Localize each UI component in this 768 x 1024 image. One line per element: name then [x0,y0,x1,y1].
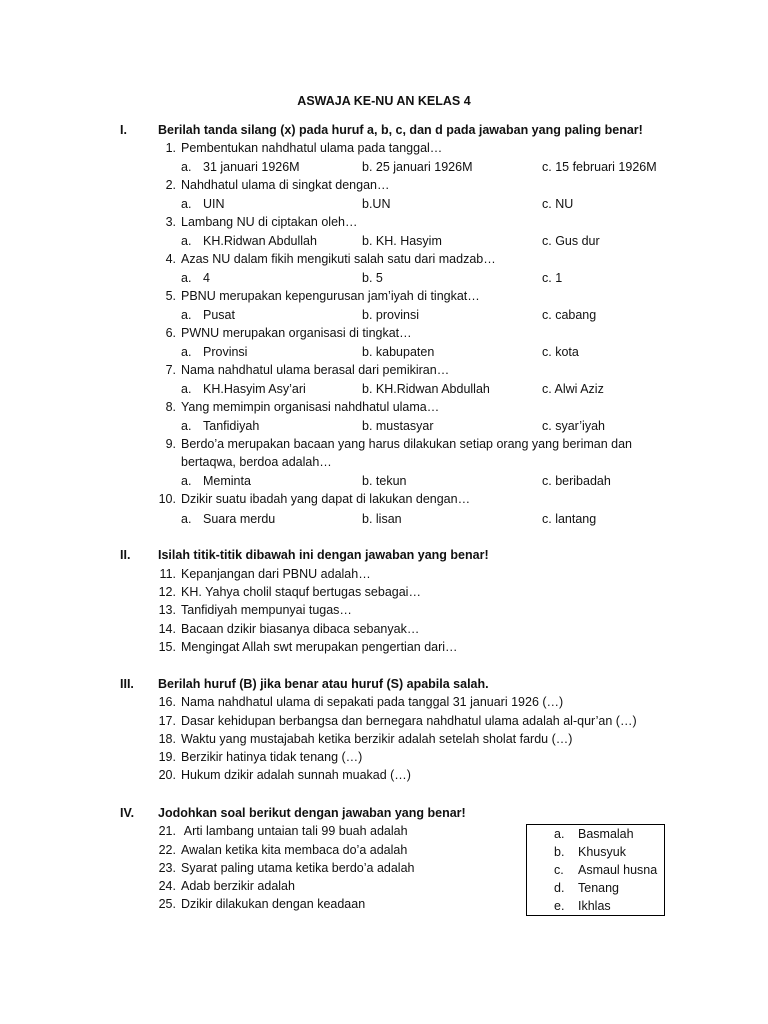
option-b: b. tekun [362,474,407,488]
question-number: 12. [158,585,176,599]
option-a: Pusat [203,308,235,322]
question-number: 1. [165,141,176,155]
option-b: b. kabupaten [362,345,435,359]
option-a: 4 [203,271,210,285]
answer-letter: a. [554,827,565,841]
question-text: Arti lambang untaian tali 99 buah adalah [181,824,408,838]
question-number: 24. [158,879,176,893]
question-text: Tanfidiyah mempunyai tugas… [181,603,352,617]
option-a: Tanfidiyah [203,419,260,433]
question-number: 10. [158,492,176,506]
option-a-letter: a. [181,382,192,396]
option-c: c. NU [542,197,574,211]
option-a-letter: a. [181,197,192,211]
question-number: 3. [165,215,176,229]
question-text: PBNU merupakan kepengurusan jam’iyah di tingkat… [181,289,480,303]
question-number: 8. [165,400,176,414]
option-a-letter: a. [181,271,192,285]
question-number: 13. [158,603,176,617]
answer-letter: d. [554,881,565,895]
answer-text: Basmalah [578,827,634,841]
section-instruction: Berilah huruf (B) jika benar atau huruf (S) apabila salah. [158,677,489,691]
option-a-letter: a. [181,419,192,433]
option-b: b. 25 januari 1926M [362,160,473,174]
question-text: Nahdhatul ulama di singkat dengan… [181,178,390,192]
question-text: Waktu yang mustajabah ketika berzikir adalah setelah sholat fardu (…) [181,732,573,746]
option-b: b. lisan [362,512,402,526]
question-text: Berzikir hatinya tidak tenang (…) [181,750,363,764]
question-text: Dzikir suatu ibadah yang dapat di lakukan dengan… [181,492,471,506]
option-a: UIN [203,197,225,211]
question-number: 2. [165,178,176,192]
question-number: 5. [165,289,176,303]
question-number: 18. [158,732,176,746]
question-text: Azas NU dalam fikih mengikuti salah satu dari madzab… [181,252,496,266]
question-text: Kepanjangan dari PBNU adalah… [181,567,371,581]
question-text: Dasar kehidupan berbangsa dan bernegara nahdhatul ulama adalah al-qur’an (…) [181,714,637,728]
question-number: 23. [158,861,176,875]
question-text: Mengingat Allah swt merupakan pengertian dari… [181,640,458,654]
option-c: c. Gus dur [542,234,600,248]
section-number: I. [120,123,127,137]
question-text: Bacaan dzikir biasanya dibaca sebanyak… [181,622,420,636]
option-b: b. KH.Ridwan Abdullah [362,382,490,396]
answer-text: Asmaul husna [578,863,658,877]
option-a-letter: a. [181,512,192,526]
question-text-continued: bertaqwa, berdoa adalah… [181,455,332,469]
question-text: Yang memimpin organisasi nahdhatul ulama… [181,400,440,414]
question-number: 22. [158,843,176,857]
question-text: Syarat paling utama ketika berdo’a adalah [181,861,415,875]
option-b: b. KH. Hasyim [362,234,442,248]
question-number: 21. [158,824,176,838]
question-number: 9. [165,437,176,451]
option-c: c. kota [542,345,579,359]
question-number: 19. [158,750,176,764]
question-number: 11. [159,567,176,581]
option-a-letter: a. [181,474,192,488]
option-a-letter: a. [181,160,192,174]
answer-letter: b. [554,845,565,859]
option-a: Meminta [203,474,251,488]
option-a-letter: a. [181,308,192,322]
question-text: Adab berzikir adalah [181,879,295,893]
question-number: 14. [158,622,176,636]
option-c: c. 15 februari 1926M [542,160,657,174]
question-text: PWNU merupakan organisasi di tingkat… [181,326,412,340]
option-b: b.UN [362,197,391,211]
option-c: c. 1 [542,271,563,285]
answer-letter: e. [554,899,565,913]
section-instruction: Berilah tanda silang (x) pada huruf a, b, c, dan d pada jawaban yang paling benar! [158,123,643,137]
option-b: b. provinsi [362,308,419,322]
question-text: Pembentukan nahdhatul ulama pada tanggal… [181,141,443,155]
question-text: Nama nahdhatul ulama di sepakati pada tanggal 31 januari 1926 (…) [181,695,564,709]
option-c: c. Alwi Aziz [542,382,604,396]
answer-letter: c. [554,863,564,877]
option-b: b. 5 [362,271,383,285]
option-a: KH.Hasyim Asy’ari [203,382,306,396]
section-instruction: Isilah titik-titik dibawah ini dengan jawaban yang benar! [158,548,489,562]
answer-text: Tenang [578,881,620,895]
answer-choices-box [526,824,665,916]
question-number: 4. [165,252,176,266]
question-number: 17. [158,714,176,728]
question-text: Hukum dzikir adalah sunnah muakad (…) [181,768,411,782]
section-number: III. [120,677,134,691]
option-a: KH.Ridwan Abdullah [203,234,317,248]
option-a-letter: a. [181,345,192,359]
section-number: IV. [120,806,135,820]
option-b: b. mustasyar [362,419,434,433]
page-title: ASWAJA KE-NU AN KELAS 4 [297,94,471,108]
question-number: 6. [165,326,176,340]
option-c: c. syar’iyah [542,419,605,433]
question-text: Awalan ketika kita membaca do’a adalah [181,843,408,857]
question-number: 7. [165,363,176,377]
answer-text: Ikhlas [578,899,611,913]
option-a: Provinsi [203,345,248,359]
question-text: KH. Yahya cholil staquf bertugas sebagai… [181,585,421,599]
section-instruction: Jodohkan soal berikut dengan jawaban yang benar! [158,806,466,820]
section-number: II. [120,548,131,562]
question-number: 25. [158,897,176,911]
option-c: c. lantang [542,512,597,526]
question-text: Berdo’a merupakan bacaan yang harus dilakukan setiap orang yang beriman dan [181,437,632,451]
answer-text: Khusyuk [578,845,626,859]
question-text: Lambang NU di ciptakan oleh… [181,215,358,229]
option-a-letter: a. [181,234,192,248]
question-text: Nama nahdhatul ulama berasal dari pemikiran… [181,363,450,377]
option-c: c. cabang [542,308,597,322]
question-number: 15. [158,640,176,654]
question-number: 16. [158,695,176,709]
option-c: c. beribadah [542,474,611,488]
question-number: 20. [158,768,176,782]
question-text: Dzikir dilakukan dengan keadaan [181,897,366,911]
option-a: Suara merdu [203,512,276,526]
option-a: 31 januari 1926M [203,160,300,174]
